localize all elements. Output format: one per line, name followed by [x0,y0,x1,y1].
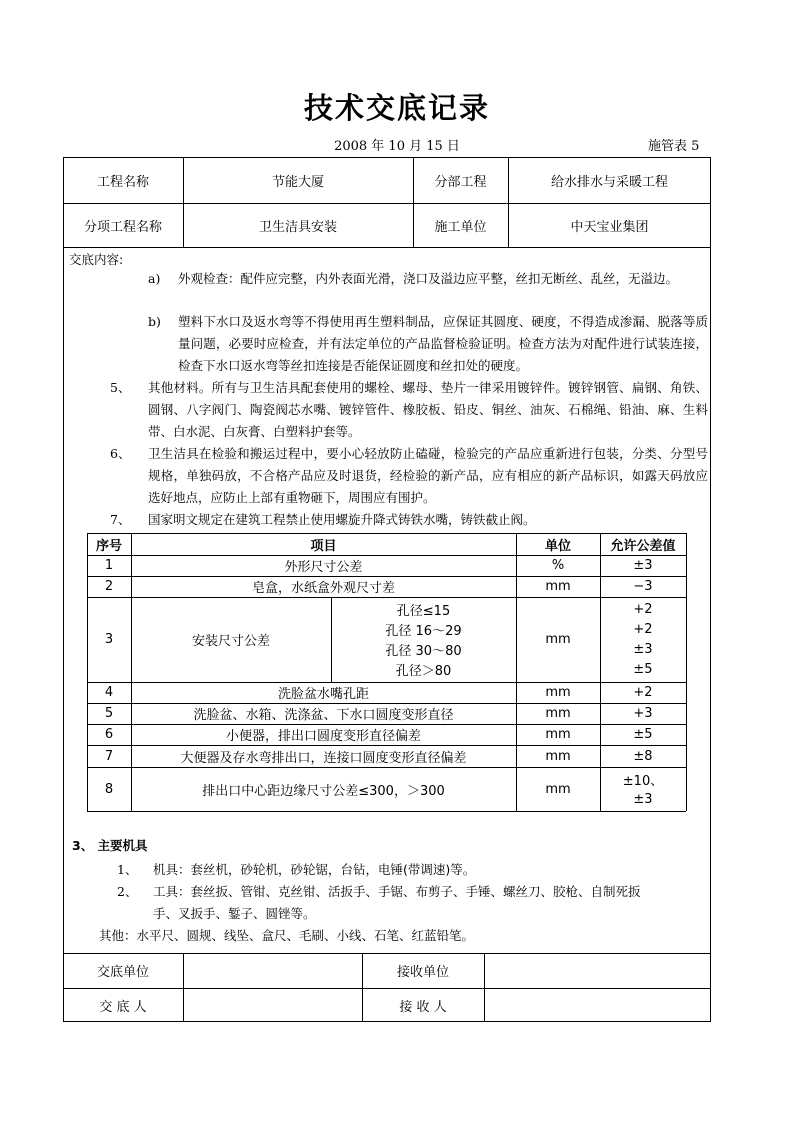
row-spec: 孔径 16～29 [385,623,462,639]
header-bottom-line [63,247,711,248]
row-unit: mm [545,632,571,647]
item-text-5: 其他材料。所有与卫生洁具配套使用的螺栓、螺母、垫片一律采用镀锌件。镀锌钢管、扁钢、角铁、圆钢、八字阀门、陶瓷阀芯水嘴、镀锌管件、橡胶板、铅皮、铜丝、油灰、石棉绳、铅油、麻、生料带、白水泥、白灰膏、白塑料护套等。 [148,380,708,439]
item-text-7: 国家明文规定在建筑工程禁止使用螺旋升降式铸铁水嘴，铸铁截止阀。 [148,512,536,527]
item-marker-7: 7、 [110,512,131,527]
table-header-no: 序号 [95,538,122,554]
tools-marker-1: 1、 [117,862,138,877]
tools-text-2: 工具：套丝扳、管钳、克丝钳、活扳手、手锯、布剪子、手锤、螺丝刀、胶枪、自制死扳 [153,884,641,899]
row-no: 7 [104,748,114,764]
item-marker-6: 6、 [110,446,131,461]
receiver-label: 接 收 人 [399,999,447,1015]
row-spec: 孔径＞80 [395,663,452,679]
row-item: 安装尺寸公差 [191,634,270,649]
handover-unit-field[interactable] [183,953,362,988]
row-unit: mm [545,706,571,721]
row-tolerance: ±3 [633,641,653,657]
row-tolerance: ±3 [633,791,653,807]
row-tolerance: +2 [633,601,653,617]
project-name-value: 节能大厦 [271,174,324,190]
receiving-unit-label: 接收单位 [396,965,449,980]
tools-text-2-cont: 手、叉扳手、錾子、圆锉等。 [153,906,316,921]
handover-unit-label: 交底单位 [96,965,149,980]
item-marker-b: b) [148,314,161,329]
tools-other: 其他：水平尺、圆规、线坠、盒尺、毛刷、小线、石笔、红蓝铅笔。 [99,928,475,943]
contractor-value: 中天宝业集团 [570,219,649,235]
row-item: 排出口中心距边缘尺寸公差≤300，＞300 [202,783,445,799]
form-number: 施管表 5 [648,139,700,154]
row-item: 洗脸盆、水箱、洗涤盆、下水口圆度变形直径 [193,708,454,723]
row-item: 外形尺寸公差 [284,560,363,575]
row-tolerance: ±10、 [622,773,664,789]
row-tolerance: ±5 [633,727,653,742]
subitem-label: 分项工程名称 [83,219,162,235]
item-text-a: 外观检查：配件应完整，内外表面光滑，浇口及溢边应平整，丝扣无断丝、乱丝，无溢边。 [178,271,679,286]
row-tolerance: +2 [633,685,653,700]
item-marker-a: a) [148,271,161,286]
row-no: 8 [104,781,114,797]
row-no: 6 [104,727,114,742]
tools-marker-2: 2、 [117,884,138,899]
tools-text-1: 机具：套丝机，砂轮机，砂轮锯，台钻，电锤(带调速)等。 [153,862,476,877]
row-no: 5 [104,706,114,721]
table-header-unit: 单位 [544,538,571,554]
row-unit: mm [545,748,571,764]
row-tolerance: ±5 [633,661,653,677]
tools-heading: 3、 主要机具 [72,838,148,853]
subitem-value: 卫生洁具安装 [258,219,337,235]
receiving-unit-field[interactable] [484,953,711,988]
row-tolerance: +2 [633,621,653,637]
row-unit: mm [545,579,571,594]
page-title: 技术交底记录 [303,91,490,125]
row-unit: % [551,558,565,573]
row-item: 洗脸盆水嘴孔距 [277,687,369,702]
row-item: 小便器，排出口圆度变形直径偏差 [225,729,421,744]
row-unit: mm [545,685,571,700]
project-name-label: 工程名称 [96,174,149,190]
row-no: 1 [104,558,114,573]
row-tolerance: +3 [633,706,653,721]
row-spec: 孔径 30～80 [385,643,462,659]
item-text-6: 卫生洁具在检验和搬运过程中，要小心轻放防止磕碰，检验完的产品应重新进行包装，分类、分型号规格，单独码放，不合格产品应及时退货，经检验的新产品，应有相应的新产品标识，如露天码放应选好地点，应防止上部有重物砸下，周围应有围护。 [148,446,708,505]
table-right-line [686,533,687,811]
row-item: 皂盒，水纸盒外观尺寸差 [251,581,395,596]
row-unit: mm [545,781,571,797]
division-label: 分部工程 [434,174,487,190]
contractor-label: 施工单位 [434,219,487,235]
table-header-item: 项目 [310,538,337,554]
row-no: 4 [104,685,114,700]
row-no: 3 [104,632,114,647]
content-label: 交底内容: [69,252,124,267]
row-item: 大便器及存水弯排出口，连接口圆度变形直径偏差 [180,750,467,766]
handover-person-field[interactable] [183,988,362,1022]
row-tolerance: ±3 [633,558,653,573]
handover-person-label: 交 底 人 [99,999,147,1015]
row-no: 2 [104,579,114,594]
row-unit: mm [545,727,571,742]
receiver-field[interactable] [484,988,711,1022]
row-spec: 孔径≤15 [396,603,451,619]
table-header-tolerance: 允许公差值 [610,538,676,554]
row-tolerance: ±8 [633,748,653,764]
item-marker-5: 5、 [110,380,131,395]
row-tolerance: −3 [633,579,653,594]
table-bottom-line [87,811,686,812]
item-text-b: 塑料下水口及返水弯等不得使用再生塑料制品，应保证其圆度、硬度，不得造成渗漏、脱落等质量问题，必要时应检查，并有法定单位的产品监督检验证明。检查方法为对配件进行试装连接，检查下水口返水弯等丝扣连接是否能保证圆度和丝扣处的硬度。 [178,314,708,373]
record-date: 2008 年 10 月 15 日 [334,139,460,154]
division-value: 给水排水与采暖工程 [550,174,668,190]
